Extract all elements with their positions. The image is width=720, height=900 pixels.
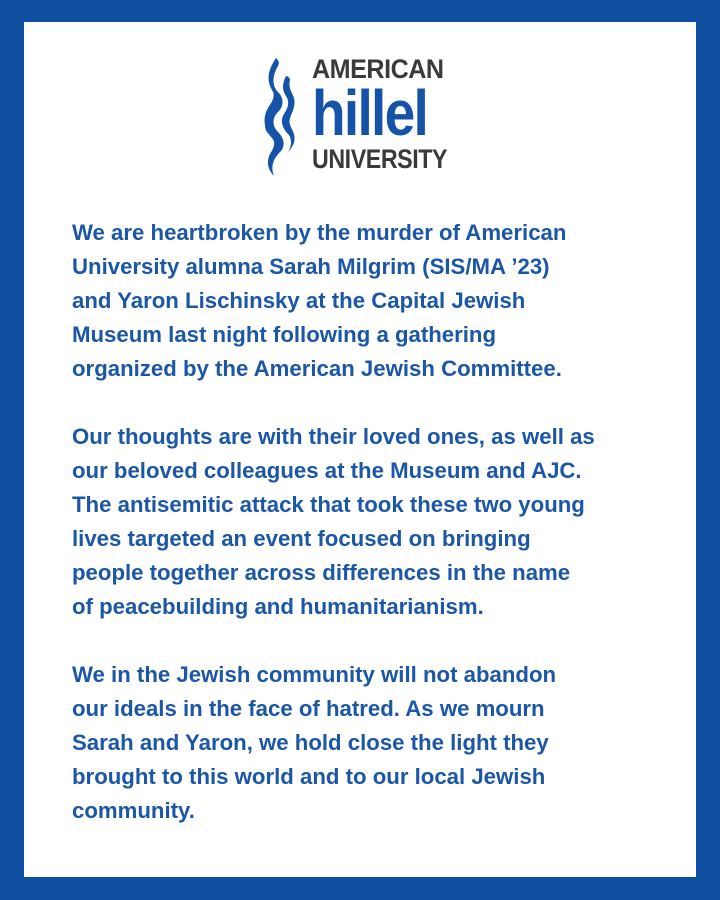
statement-paragraph-1: We are heartbroken by the murder of American University alumna Sarah Milgrim (SIS/MA ’23) and Yaron Lischinsky at the Capital Jewish Museum last night following a gathering organized by the American Jewish Committee. (72, 220, 567, 381)
statement-card (24, 22, 696, 877)
american-hillel-logo (262, 56, 462, 178)
statement-paragraph-3: We in the Jewish community will not abandon our ideals in the face of hatred. As we mourn Sarah and Yaron, we hold close the light they brought to this world and to our local Jewish community. (72, 662, 557, 823)
statement-paragraph-2: Our thoughts are with their loved ones, as well as our beloved colleagues at the Museum and AJC. The antisemitic attack that took these two young lives targeted an event focused on bringing people together across differences in the name of peacebuilding and humanitarianism. (72, 424, 595, 619)
hillel-flame-icon (262, 56, 298, 178)
logo-middle-text: hillel (312, 77, 428, 149)
logo-top-text: AMERICAN (312, 54, 444, 84)
statement-text (72, 216, 662, 862)
logo-bottom-text: UNIVERSITY (312, 144, 448, 174)
